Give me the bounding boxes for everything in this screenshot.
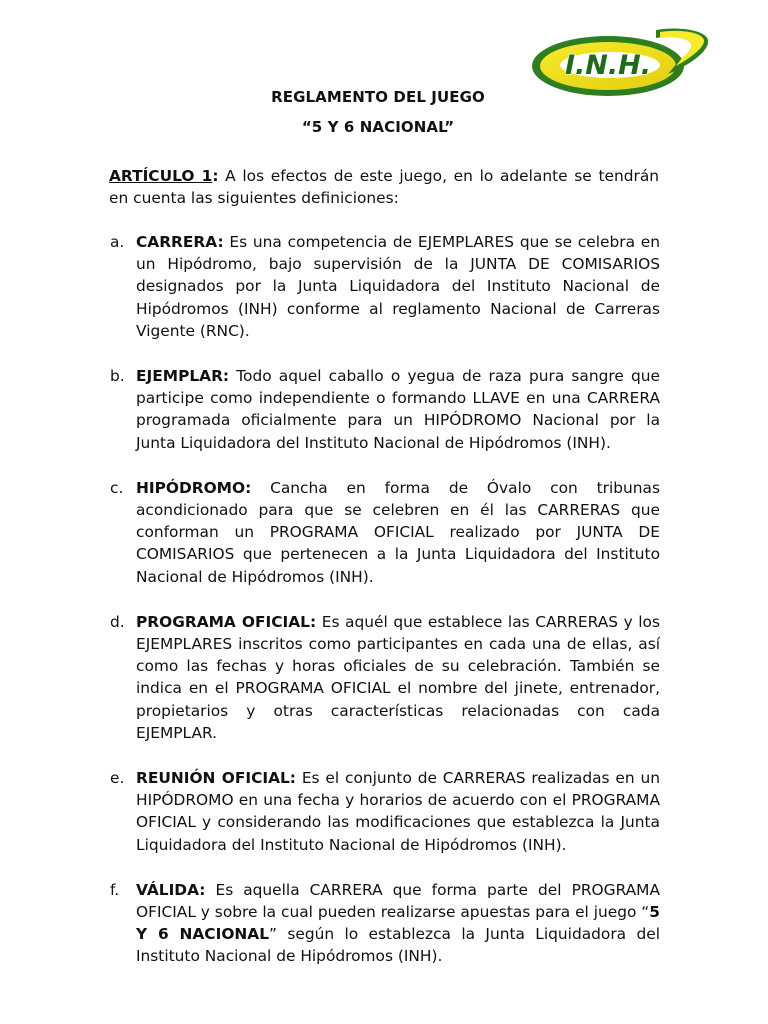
- definition-text: Es una competencia de EJEMPLARES que se celebra en un Hipódromo, bajo supervisión de la JUNTA DE COMISARIOS designados por la Junta Liquidadora del Instituto Nacional de Hipódromos (INH) conforme al reglamento Nacional de Carreras Vigente (RNC).: [136, 233, 660, 340]
- definition-term: CARRERA:: [136, 233, 224, 251]
- document-subtitle: “5 Y 6 NACIONAL”: [301, 118, 455, 136]
- list-marker: b.: [110, 367, 125, 386]
- definition-item: [110, 477, 660, 588]
- definition-term: VÁLIDA:: [136, 880, 206, 899]
- list-marker: c.: [110, 478, 124, 497]
- definition-term: EJEMPLAR:: [136, 367, 230, 386]
- game-name-inline: 5 Y 6 NACIONAL: [136, 903, 660, 944]
- article-colon: :: [212, 167, 219, 185]
- definition-item: [110, 879, 660, 968]
- definition-item: [110, 365, 660, 454]
- definition-item: [110, 611, 660, 744]
- document-title: REGLAMENTO DEL JUEGO: [271, 88, 485, 106]
- definition-term: HIPÓDROMO:: [136, 478, 252, 497]
- definition-text: Cancha en forma de Óvalo con tribunas acondicionado para que se celebren en él las CARRERAS que conforman un PROGRAMA OFICIAL realizado por JUNTA DE COMISARIOS que pertenecen a la Junta Liquidadora del Instituto Nacional de Hipódromos (INH).: [136, 478, 660, 586]
- definition-text-end: ” según lo establezca la Junta Liquidadora del Instituto Nacional de Hipódromos (INH).: [136, 925, 660, 966]
- list-marker: d.: [110, 612, 125, 631]
- list-marker: a.: [110, 233, 125, 251]
- definition-text: Es el conjunto de CARRERAS realizadas en un HIPÓDROMO en una fecha y horarios de acuerdo con el PROGRAMA OFICIAL y considerando las modificaciones que establezca la Junta Liquidadora del Instituto Nacional de Hipódromos (INH).: [136, 769, 660, 854]
- definition-text: Todo aquel caballo o yegua de raza pura sangre que participe como independiente o formando LLAVE en una CARRERA programada oficialmente para un HIPÓDROMO Nacional por la Junta Liquidadora del Instituto Nacional de Hipódromos (INH).: [136, 367, 660, 452]
- definition-text: Es aquél que establece las CARRERAS y los EJEMPLARES inscritos como participantes en cada una de ellas, así como las fechas y horas oficiales de su celebración. También se indica en el PROGRAMA OFICIAL el nombre del jinete, entrenador, propietarios y otras características relacionadas con cada EJEMPLAR.: [136, 612, 660, 742]
- logo-text: I.N.H.: [564, 50, 652, 81]
- definition-item: [110, 231, 660, 342]
- definition-text: Es aquella CARRERA que forma parte del PROGRAMA OFICIAL y sobre la cual pueden realizarse apuestas para el juego “: [136, 880, 660, 922]
- definitions-list: [110, 231, 660, 991]
- article-text: A los efectos de este juego, en lo adelante se tendrán en cuenta las siguientes definiciones:: [109, 167, 660, 207]
- definition-item: [110, 767, 660, 856]
- article-1-intro: [109, 165, 659, 209]
- definition-term: PROGRAMA OFICIAL:: [136, 612, 317, 631]
- list-marker: f.: [110, 880, 120, 899]
- list-marker: e.: [110, 769, 125, 788]
- definition-term: REUNIÓN OFICIAL:: [136, 769, 296, 788]
- article-label: ARTÍCULO 1: [109, 167, 213, 185]
